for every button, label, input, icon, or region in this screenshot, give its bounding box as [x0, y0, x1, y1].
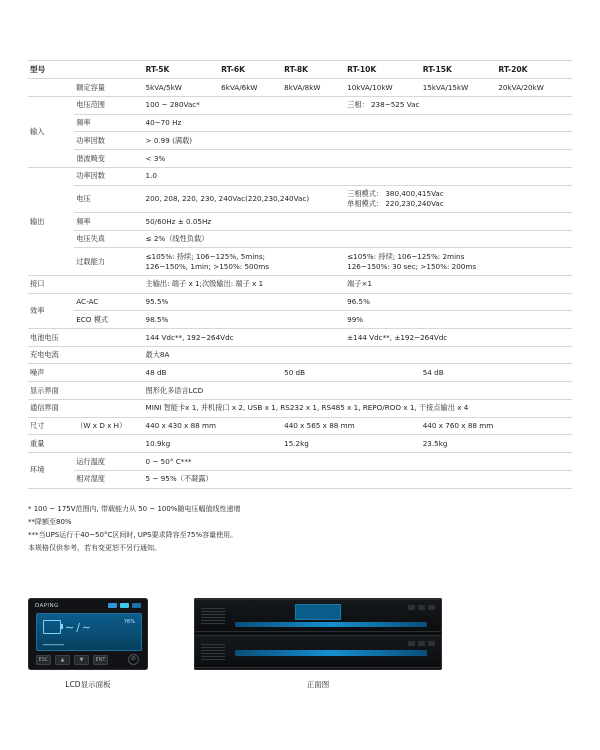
table-row — [28, 275, 572, 293]
cell-value: 96.5% — [345, 293, 572, 311]
row-label — [74, 275, 143, 293]
cell-value: 144 Vdc**, 192~264Vdc — [144, 329, 346, 347]
status-leds — [108, 603, 141, 608]
unit-lcd-screen — [295, 604, 341, 620]
model-rt8k: RT-8K — [282, 61, 345, 79]
model-rt6k: RT-6K — [219, 61, 282, 79]
table-row — [28, 167, 572, 185]
cell-value: 10.9kg — [144, 435, 283, 453]
cell-value: 99% — [345, 311, 572, 329]
row-category: 通信界面 — [28, 399, 74, 417]
cell-value: 5kVA/5kW — [144, 79, 220, 97]
cell-value: 图形化多语言LCD — [144, 382, 572, 400]
cell-value: 50 dB — [282, 364, 421, 382]
front-accent-bar — [235, 650, 427, 656]
cell-value: 23.5kg — [421, 435, 572, 453]
cell-value: 三相： 238~525 Vac — [345, 96, 572, 114]
footnote-4: 本规格仅供参考，若有变更恕不另行通知。 — [28, 544, 161, 553]
cell-value: 98.5% — [144, 311, 346, 329]
figure-caption: 正面图 — [306, 680, 330, 689]
table-row — [28, 213, 572, 231]
esc-button[interactable]: ESC — [36, 655, 51, 665]
cell-value: 48 dB — [144, 364, 283, 382]
row-category: 输出 — [28, 167, 74, 275]
table-row — [28, 364, 572, 382]
cell-value — [345, 150, 572, 168]
cell-value: 40~70 Hz — [144, 114, 346, 132]
cell-value — [345, 230, 572, 248]
cell-value: 8kVA/8kW — [282, 79, 345, 97]
waveform-icon: ∼∕∼ — [65, 621, 94, 634]
lcd-panel-illustration — [28, 598, 148, 670]
row-label — [74, 399, 143, 417]
cell-value: 440 x 760 x 88 mm — [421, 417, 572, 435]
screen-status-text: ▁▁▁▁▁▁ — [43, 641, 64, 646]
table-row — [28, 346, 572, 364]
table-row — [28, 417, 572, 435]
row-category: 显示界面 — [28, 382, 74, 400]
model-rt5k: RT-5K — [144, 61, 220, 79]
cell-value — [345, 132, 572, 150]
table-row — [28, 293, 572, 311]
figure-front-view — [194, 598, 442, 690]
cell-value: 54 dB — [421, 364, 572, 382]
cell-value: 1.0 — [144, 167, 346, 185]
vent-grille-icon — [201, 644, 225, 660]
cell-value: 0 ~ 50° C*** — [144, 453, 572, 471]
cell-value: 最大8A — [144, 346, 346, 364]
table-row — [28, 311, 572, 329]
cell-value: 6kVA/6kW — [219, 79, 282, 97]
row-category: 充电电流 — [28, 346, 74, 364]
up-button[interactable]: ▲ — [55, 655, 70, 665]
table-row — [28, 79, 572, 97]
cell-value: 440 x 565 x 88 mm — [282, 417, 421, 435]
row-label: 谐波畸变 — [74, 150, 143, 168]
cell-value — [345, 114, 572, 132]
brand-label: DAPING — [35, 603, 59, 609]
row-label: 过载能力 — [74, 248, 143, 275]
enter-button[interactable]: ENT — [93, 655, 108, 665]
table-row — [28, 453, 572, 471]
row-label: 相对湿度 — [74, 470, 143, 488]
front-view-illustration — [194, 598, 442, 670]
row-label — [74, 346, 143, 364]
cell-value — [345, 346, 572, 364]
table-row — [28, 150, 572, 168]
table-row — [28, 185, 572, 212]
cell-value: 15.2kg — [282, 435, 421, 453]
ups-unit-bottom — [194, 635, 442, 668]
row-label — [74, 435, 143, 453]
load-percentage: 76% — [123, 619, 135, 625]
header-label: 型号 — [28, 61, 74, 79]
cell-value: ≤105%: 持续; 106~125%, 5mins; 126~150%, 1min; >150%: 500ms — [144, 248, 346, 275]
row-category: 尺寸 — [28, 417, 74, 435]
cell-value: ≤105%: 持续; 106~125%: 2mins 126~150%: 30 sec; >150%: 200ms — [345, 248, 572, 275]
table-row — [28, 248, 572, 275]
footnote-2: **降额至80% — [28, 517, 72, 526]
table-header-row — [28, 61, 572, 79]
panel-buttons[interactable] — [36, 655, 108, 665]
row-label: （W x D x H） — [74, 417, 143, 435]
lcd-screen — [36, 613, 142, 651]
ups-unit-top — [194, 599, 442, 632]
cell-value — [345, 213, 572, 231]
table-row — [28, 435, 572, 453]
cell-value: 200, 208, 220, 230, 240Vac(220,230,240Vac) — [144, 185, 346, 212]
table-row — [28, 230, 572, 248]
row-category: 重量 — [28, 435, 74, 453]
unit-buttons — [408, 605, 435, 610]
row-label: 功率因数 — [74, 167, 143, 185]
cell-value — [345, 167, 572, 185]
footnote-3: ***当UPS运行于40~50°C区间时, UPS要求降容至75%容量使用。 — [28, 531, 238, 540]
cell-value: MINI 智能卡x 1, 并机接口 x 2, USB x 1, RS232 x 1, RS485 x 1, REPO/ROO x 1, 干接点输出 x 4 — [144, 399, 572, 417]
cell-value: 50/60Hz ± 0.05Hz — [144, 213, 346, 231]
header-spacer — [74, 61, 143, 79]
vent-grille-icon — [201, 608, 225, 624]
row-label: 电压失真 — [74, 230, 143, 248]
model-rt15k: RT-15K — [421, 61, 497, 79]
row-label: 电压范围 — [74, 96, 143, 114]
row-label: 运行温度 — [74, 453, 143, 471]
model-rt10k: RT-10K — [345, 61, 421, 79]
specification-table — [28, 60, 572, 489]
cell-value: 端子×1 — [345, 275, 572, 293]
row-label: AC-AC — [74, 293, 143, 311]
row-label — [74, 364, 143, 382]
down-button[interactable]: ▼ — [74, 655, 89, 665]
table-row — [28, 399, 572, 417]
cell-value: 5 ~ 95%（不凝露） — [144, 470, 572, 488]
cell-value: 440 x 430 x 88 mm — [144, 417, 283, 435]
row-label: ECO 模式 — [74, 311, 143, 329]
cell-value: < 3% — [144, 150, 346, 168]
cell-value: > 0.99 (满载) — [144, 132, 346, 150]
cell-value: 100 ~ 280Vac* — [144, 96, 346, 114]
row-label: 功率因数 — [74, 132, 143, 150]
footnotes — [28, 503, 572, 556]
battery-icon — [43, 620, 61, 634]
cell-value: 主输出: 端子 x 1;次级输出: 端子 x 1 — [144, 275, 346, 293]
cell-value: 95.5% — [144, 293, 346, 311]
row-label: 频率 — [74, 114, 143, 132]
row-label — [74, 382, 143, 400]
row-category: 接口 — [28, 275, 74, 293]
table-row — [28, 329, 572, 347]
row-category: 输入 — [28, 96, 74, 167]
row-label: 电压 — [74, 185, 143, 212]
table-row — [28, 132, 572, 150]
figure-caption: LCD显示面板 — [65, 680, 111, 689]
figure-lcd-panel — [28, 598, 148, 690]
table-row — [28, 470, 572, 488]
table-row — [28, 382, 572, 400]
footnote-1: * 100 ~ 175V范围内, 带载能力从 50 ~ 100%随电压幅值线性递增 — [28, 504, 241, 513]
row-category: 效率 — [28, 293, 74, 328]
unit-buttons — [408, 641, 435, 646]
row-category: 电池电压 — [28, 329, 74, 347]
row-label — [74, 329, 143, 347]
power-button[interactable]: ⏻ — [128, 654, 139, 665]
front-accent-bar — [235, 622, 427, 627]
table-row — [28, 96, 572, 114]
row-label: 频率 — [74, 213, 143, 231]
cell-value: 10kVA/10kW — [345, 79, 421, 97]
row-category: 环境 — [28, 453, 74, 488]
cell-value: 三相模式： 380,400,415Vac 单相模式： 220,230,240Vac — [345, 185, 572, 212]
product-figures — [28, 598, 572, 690]
row-category: 噪声 — [28, 364, 74, 382]
cell-value: ≤ 2%（线性负载） — [144, 230, 346, 248]
row-category — [28, 79, 74, 97]
cell-value: 15kVA/15kW — [421, 79, 497, 97]
cell-value: 20kVA/20kW — [496, 79, 572, 97]
row-label: 额定容量 — [74, 79, 143, 97]
model-rt20k: RT-20K — [496, 61, 572, 79]
cell-value: ±144 Vdc**, ±192~264Vdc — [345, 329, 572, 347]
table-row — [28, 114, 572, 132]
